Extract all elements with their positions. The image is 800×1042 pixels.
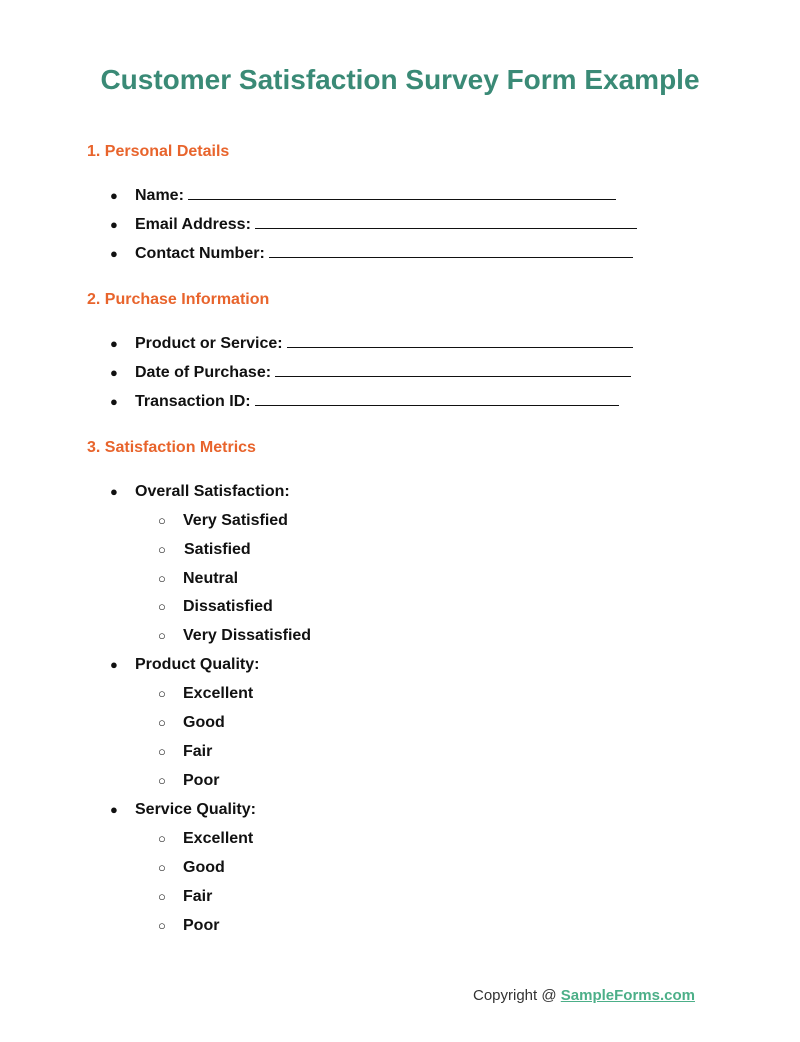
- option-label: Excellent: [183, 685, 254, 702]
- field-row: [135, 243, 633, 265]
- transaction-id-input-line[interactable]: [255, 391, 619, 406]
- field-label: Contact Number:: [135, 245, 265, 262]
- footer-copyright: [473, 987, 695, 1004]
- radio-circle-icon[interactable]: ○: [158, 831, 166, 846]
- bullet-icon: ●: [110, 394, 118, 409]
- field-row: [135, 391, 619, 413]
- option-label: Poor: [183, 917, 220, 934]
- field-label: Email Address:: [135, 216, 251, 233]
- email-input-line[interactable]: [255, 214, 637, 229]
- radio-circle-icon[interactable]: ○: [158, 918, 166, 933]
- copyright-text: Copyright @: [473, 987, 561, 1004]
- metric-label: Service Quality:: [135, 801, 256, 818]
- field-label: Date of Purchase:: [135, 364, 272, 381]
- field-row: [135, 362, 631, 384]
- date-input-line[interactable]: [275, 362, 631, 377]
- option-label: Fair: [183, 888, 213, 905]
- bullet-icon: ●: [110, 484, 118, 499]
- radio-circle-icon[interactable]: ○: [158, 889, 166, 904]
- contact-number-input-line[interactable]: [269, 243, 633, 258]
- metric-label: Product Quality:: [135, 656, 260, 673]
- page-title: Customer Satisfaction Survey Form Example: [100, 64, 700, 95]
- option-label: Dissatisfied: [183, 598, 273, 615]
- option-label: Poor: [183, 772, 220, 789]
- section-heading-personal-details: 1. Personal Details: [87, 143, 230, 160]
- bullet-icon: ●: [110, 217, 118, 232]
- section-heading-purchase-information: 2. Purchase Information: [87, 291, 270, 308]
- bullet-icon: ●: [110, 365, 118, 380]
- name-input-line[interactable]: [188, 185, 616, 200]
- radio-circle-icon[interactable]: ○: [158, 571, 166, 586]
- option-label: Neutral: [183, 570, 239, 587]
- field-label: Name:: [135, 187, 184, 204]
- option-label: Excellent: [183, 830, 254, 847]
- product-input-line[interactable]: [287, 333, 633, 348]
- radio-circle-icon[interactable]: ○: [158, 860, 166, 875]
- radio-circle-icon[interactable]: ○: [158, 628, 166, 643]
- bullet-icon: ●: [110, 188, 118, 203]
- bullet-icon: ●: [110, 246, 118, 261]
- radio-circle-icon[interactable]: ○: [158, 773, 166, 788]
- bullet-icon: ●: [110, 657, 118, 672]
- field-row: [135, 214, 637, 236]
- bullet-icon: ●: [110, 336, 118, 351]
- section-heading-satisfaction-metrics: 3. Satisfaction Metrics: [87, 439, 256, 456]
- bullet-icon: ●: [110, 802, 118, 817]
- radio-circle-icon[interactable]: ○: [158, 513, 166, 528]
- radio-circle-icon[interactable]: ○: [158, 744, 166, 759]
- radio-circle-icon[interactable]: ○: [158, 542, 166, 557]
- option-label: Good: [183, 714, 225, 731]
- metric-label: Overall Satisfaction:: [135, 483, 290, 500]
- radio-circle-icon[interactable]: ○: [158, 599, 166, 614]
- option-label: Good: [183, 859, 225, 876]
- radio-circle-icon[interactable]: ○: [158, 686, 166, 701]
- radio-circle-icon[interactable]: ○: [158, 715, 166, 730]
- option-label: Satisfied: [184, 541, 251, 558]
- option-label: Very Dissatisfied: [183, 627, 312, 644]
- field-row: [135, 185, 616, 207]
- field-label: Transaction ID:: [135, 393, 251, 410]
- field-row: [135, 333, 633, 355]
- option-label: Fair: [183, 743, 213, 760]
- sampleforms-link[interactable]: SampleForms.com: [560, 987, 695, 1004]
- field-label: Product or Service:: [135, 335, 283, 352]
- option-label: Very Satisfied: [183, 512, 288, 529]
